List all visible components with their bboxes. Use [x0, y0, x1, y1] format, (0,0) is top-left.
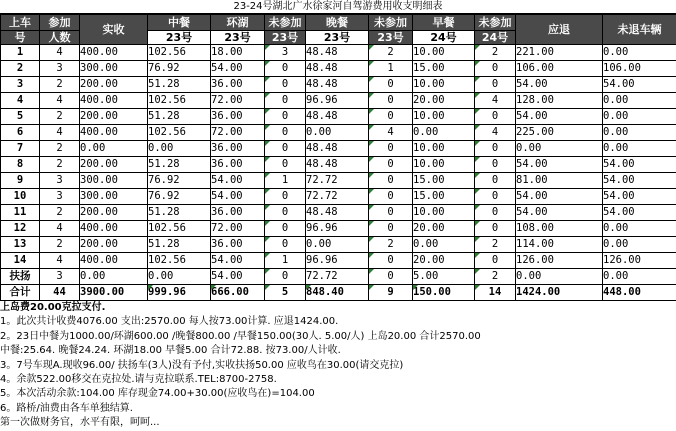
cell-car-no: 6	[1, 125, 40, 141]
sheet-title: 23-24号湖北广水徐家河自驾游费用收支明细表	[0, 0, 676, 14]
cell-paid: 200.00	[80, 237, 148, 253]
cell-absent-1: 0	[265, 77, 306, 93]
table-row	[1, 237, 676, 253]
cell-car-no: 合计	[1, 285, 40, 301]
cell-breakfast: 10.00	[413, 45, 475, 61]
cell-absent-1: 0	[265, 189, 306, 205]
cell-paid: 0.00	[80, 141, 148, 157]
cell-unrefunded: 106.00	[603, 61, 676, 77]
cell-lunch: 102.56	[148, 221, 211, 237]
cell-refund: 54.00	[516, 205, 603, 221]
cell-paid: 200.00	[80, 109, 148, 125]
header-absent-3-date: 24号	[475, 31, 516, 45]
cell-dinner: 72.72	[306, 189, 369, 205]
header-people: 参加	[40, 15, 80, 31]
cell-people: 2	[40, 205, 80, 221]
cell-refund: 128.00	[516, 93, 603, 109]
cell-absent-3: 0	[475, 189, 516, 205]
cell-absent-3: 0	[475, 205, 516, 221]
cell-absent-2: 0	[369, 173, 413, 189]
cell-absent-1: 3	[265, 45, 306, 61]
cell-refund: 0.00	[516, 269, 603, 285]
cell-lake: 54.00	[211, 269, 265, 285]
cell-absent-1: 1	[265, 253, 306, 269]
cell-dinner: 96.96	[306, 253, 369, 269]
cell-people: 3	[40, 61, 80, 77]
cell-unrefunded: 54.00	[603, 77, 676, 93]
cell-paid: 300.00	[80, 189, 148, 205]
cell-refund: 54.00	[516, 109, 603, 125]
cell-absent-1: 0	[265, 221, 306, 237]
cell-refund: 114.00	[516, 237, 603, 253]
cell-car-no: 4	[1, 93, 40, 109]
cell-lake: 72.00	[211, 125, 265, 141]
cell-car-no: 3	[1, 77, 40, 93]
cell-people: 4	[40, 93, 80, 109]
cell-car-no: 1	[1, 45, 40, 61]
cell-dinner: 72.72	[306, 269, 369, 285]
cell-lunch: 102.56	[148, 253, 211, 269]
cell-refund: 126.00	[516, 253, 603, 269]
cell-paid: 400.00	[80, 45, 148, 61]
header-absent-2-date: 23号	[369, 31, 413, 45]
cell-absent-3: 0	[475, 173, 516, 189]
cell-people: 2	[40, 237, 80, 253]
cell-absent-1: 0	[265, 93, 306, 109]
header-car-no: 上车	[1, 15, 40, 31]
note-line: 2。23日中餐为1000.00/环湖600.00 /晚餐800.00 /早餐150.00(30人. 5.00/人) 上岛20.00 合计2570.00	[0, 330, 676, 344]
cell-unrefunded: 54.00	[603, 189, 676, 205]
header-lunch-date: 23号	[148, 31, 211, 45]
cell-people: 4	[40, 125, 80, 141]
header-lake-date: 23号	[211, 31, 265, 45]
cell-lunch: 0.00	[148, 269, 211, 285]
cell-absent-3: 0	[475, 77, 516, 93]
cell-dinner: 48.48	[306, 205, 369, 221]
header-refund: 应退	[516, 15, 603, 45]
cell-breakfast: 15.00	[413, 189, 475, 205]
cell-lunch: 999.96	[148, 285, 211, 301]
cell-absent-3: 0	[475, 253, 516, 269]
cell-refund: 54.00	[516, 77, 603, 93]
cell-car-no: 7	[1, 141, 40, 157]
cell-breakfast: 0.00	[413, 125, 475, 141]
cell-absent-3: 4	[475, 125, 516, 141]
cell-absent-1: 1	[265, 173, 306, 189]
cell-breakfast: 20.00	[413, 253, 475, 269]
cell-breakfast: 10.00	[413, 141, 475, 157]
header-paid: 实收	[80, 15, 148, 45]
cell-absent-2: 0	[369, 141, 413, 157]
cell-paid: 300.00	[80, 61, 148, 77]
table-row	[1, 61, 676, 77]
cell-lunch: 102.56	[148, 93, 211, 109]
cell-absent-1: 0	[265, 61, 306, 77]
cell-breakfast: 10.00	[413, 157, 475, 173]
cell-absent-3: 0	[475, 109, 516, 125]
table-row	[1, 157, 676, 173]
cell-paid: 400.00	[80, 253, 148, 269]
cell-paid: 400.00	[80, 221, 148, 237]
cell-paid: 200.00	[80, 157, 148, 173]
cell-unrefunded: 448.00	[603, 285, 676, 301]
cell-people: 44	[40, 285, 80, 301]
cell-lake: 72.00	[211, 93, 265, 109]
cell-absent-3: 0	[475, 157, 516, 173]
table-row	[1, 269, 676, 285]
cell-absent-1: 0	[265, 109, 306, 125]
cell-unrefunded: 0.00	[603, 141, 676, 157]
cell-breakfast: 0.00	[413, 237, 475, 253]
note-line: 1。此次共计收费4076.00 支出:2570.00 每人按73.00计算. 应退1424.00.	[0, 315, 676, 329]
cell-car-no: 13	[1, 237, 40, 253]
cell-dinner: 72.72	[306, 173, 369, 189]
cell-unrefunded: 54.00	[603, 205, 676, 221]
cell-absent-3: 0	[475, 221, 516, 237]
header-breakfast: 早餐	[413, 15, 475, 31]
cell-refund: 81.00	[516, 173, 603, 189]
cell-lake: 666.00	[211, 285, 265, 301]
cell-breakfast: 10.00	[413, 77, 475, 93]
cell-lunch: 51.28	[148, 157, 211, 173]
cell-lunch: 76.92	[148, 173, 211, 189]
cell-absent-1: 0	[265, 269, 306, 285]
total-row	[1, 285, 676, 301]
cell-dinner: 848.40	[306, 285, 369, 301]
cell-paid: 200.00	[80, 205, 148, 221]
cell-lunch: 76.92	[148, 189, 211, 205]
cell-paid: 0.00	[80, 269, 148, 285]
cell-dinner: 48.48	[306, 141, 369, 157]
cell-refund: 54.00	[516, 157, 603, 173]
cell-unrefunded: 126.00	[603, 253, 676, 269]
cell-lake: 18.00	[211, 45, 265, 61]
cell-car-no: 2	[1, 61, 40, 77]
cell-lake: 72.00	[211, 221, 265, 237]
cell-absent-3: 2	[475, 45, 516, 61]
cell-people: 4	[40, 45, 80, 61]
cell-unrefunded: 0.00	[603, 237, 676, 253]
cell-absent-2: 0	[369, 189, 413, 205]
table-row	[1, 93, 676, 109]
cell-lunch: 102.56	[148, 125, 211, 141]
cell-breakfast: 10.00	[413, 205, 475, 221]
cell-unrefunded: 54.00	[603, 173, 676, 189]
cell-refund: 108.00	[516, 221, 603, 237]
cell-car-no: 10	[1, 189, 40, 205]
cell-unrefunded: 0.00	[603, 109, 676, 125]
cell-refund: 54.00	[516, 189, 603, 205]
cell-lake: 54.00	[211, 253, 265, 269]
cell-unrefunded: 0.00	[603, 45, 676, 61]
header-breakfast-date: 24号	[413, 31, 475, 45]
cell-lake: 36.00	[211, 141, 265, 157]
cell-absent-2: 2	[369, 237, 413, 253]
notes-section	[0, 301, 676, 431]
cell-lake: 54.00	[211, 173, 265, 189]
cell-dinner: 0.00	[306, 237, 369, 253]
cell-absent-2: 0	[369, 205, 413, 221]
note-line: 4。余款522.00移交在克拉处.请与克拉联系.TEL:8700-2758.	[0, 373, 676, 387]
cell-dinner: 48.48	[306, 77, 369, 93]
cell-lunch: 51.28	[148, 77, 211, 93]
cell-refund: 1424.00	[516, 285, 603, 301]
table-row	[1, 141, 676, 157]
cell-breakfast: 10.00	[413, 109, 475, 125]
cell-lake: 36.00	[211, 109, 265, 125]
cell-absent-2: 2	[369, 45, 413, 61]
cell-paid: 400.00	[80, 93, 148, 109]
note-line: 5。本次活动余款:104.00 库存现金74.00+30.00(应收鸟在)=104.00	[0, 387, 676, 401]
cell-absent-3: 2	[475, 269, 516, 285]
header-lunch: 中餐	[148, 15, 211, 31]
cell-unrefunded: 0.00	[603, 221, 676, 237]
cell-paid: 3900.00	[80, 285, 148, 301]
table-row	[1, 205, 676, 221]
cell-unrefunded: 54.00	[603, 157, 676, 173]
table-row	[1, 189, 676, 205]
cell-absent-1: 0	[265, 125, 306, 141]
cell-absent-2: 0	[369, 157, 413, 173]
cell-refund: 0.00	[516, 141, 603, 157]
cell-absent-2: 4	[369, 125, 413, 141]
header-row-1	[1, 15, 676, 31]
cell-paid: 400.00	[80, 125, 148, 141]
cell-car-no: 扶扬	[1, 269, 40, 285]
cell-breakfast: 5.00	[413, 269, 475, 285]
header-absent-1-date: 23号	[265, 31, 306, 45]
cell-lake: 36.00	[211, 77, 265, 93]
cell-lake: 36.00	[211, 237, 265, 253]
note-line: 第一次做财务官，水平有限，呵呵...	[0, 416, 676, 430]
cell-lunch: 51.28	[148, 237, 211, 253]
cell-absent-2: 0	[369, 109, 413, 125]
table-row	[1, 77, 676, 93]
table-row	[1, 109, 676, 125]
cell-breakfast: 15.00	[413, 173, 475, 189]
cell-absent-2: 0	[369, 93, 413, 109]
cell-absent-3: 4	[475, 93, 516, 109]
cell-people: 3	[40, 189, 80, 205]
header-absent-2: 未参加	[369, 15, 413, 31]
cell-car-no: 9	[1, 173, 40, 189]
cell-people: 2	[40, 141, 80, 157]
cell-absent-1: 0	[265, 237, 306, 253]
cell-car-no: 5	[1, 109, 40, 125]
header-dinner: 晚餐	[306, 15, 369, 31]
cell-lunch: 76.92	[148, 61, 211, 77]
cell-lunch: 51.28	[148, 205, 211, 221]
cell-dinner: 0.00	[306, 125, 369, 141]
cell-car-no: 8	[1, 157, 40, 173]
header-unrefunded: 未退车辆	[603, 15, 676, 45]
cell-car-no: 11	[1, 205, 40, 221]
cell-unrefunded: 0.00	[603, 93, 676, 109]
cell-people: 3	[40, 173, 80, 189]
cell-paid: 200.00	[80, 77, 148, 93]
header-car-no-sub: 号	[1, 31, 40, 45]
cell-unrefunded: 0.00	[603, 269, 676, 285]
cell-absent-3: 2	[475, 237, 516, 253]
cell-dinner: 96.96	[306, 93, 369, 109]
cell-absent-2: 0	[369, 253, 413, 269]
cell-lake: 54.00	[211, 61, 265, 77]
cell-dinner: 48.48	[306, 109, 369, 125]
cell-people: 2	[40, 77, 80, 93]
cell-people: 4	[40, 221, 80, 237]
cell-lunch: 51.28	[148, 109, 211, 125]
cell-dinner: 96.96	[306, 221, 369, 237]
cell-people: 4	[40, 253, 80, 269]
cell-refund: 221.00	[516, 45, 603, 61]
cell-lake: 54.00	[211, 189, 265, 205]
header-people-sub: 人数	[40, 31, 80, 45]
header-absent-3: 未参加	[475, 15, 516, 31]
cell-car-no: 14	[1, 253, 40, 269]
note-line: 中餐:25.64. 晚餐24.24. 环湖18.00 早餐5.00 合计72.88. 按73.00/人计收.	[0, 344, 676, 358]
cell-absent-2: 9	[369, 285, 413, 301]
cell-paid: 300.00	[80, 173, 148, 189]
expense-table	[0, 14, 676, 301]
cell-people: 2	[40, 157, 80, 173]
cell-absent-1: 0	[265, 141, 306, 157]
cell-breakfast: 20.00	[413, 93, 475, 109]
cell-breakfast: 15.00	[413, 61, 475, 77]
table-row	[1, 253, 676, 269]
cell-refund: 225.00	[516, 125, 603, 141]
table-row	[1, 45, 676, 61]
cell-absent-3: 0	[475, 61, 516, 77]
table-row	[1, 125, 676, 141]
cell-refund: 106.00	[516, 61, 603, 77]
cell-absent-1: 5	[265, 285, 306, 301]
cell-people: 2	[40, 109, 80, 125]
cell-dinner: 48.48	[306, 45, 369, 61]
header-absent-1: 未参加	[265, 15, 306, 31]
note-line: 6。路桥/油费由各车单独结算.	[0, 402, 676, 416]
cell-absent-2: 0	[369, 77, 413, 93]
header-dinner-date: 23号	[306, 31, 369, 45]
cell-breakfast: 150.00	[413, 285, 475, 301]
cell-absent-3: 14	[475, 285, 516, 301]
cell-lake: 36.00	[211, 157, 265, 173]
cell-absent-1: 0	[265, 157, 306, 173]
note-line: 3。7号车现A.现收96.00/ 扶扬车(3人)没有予付,实收扶扬50.00 应收鸟在30.00(请交克拉)	[0, 359, 676, 373]
cell-people: 3	[40, 269, 80, 285]
cell-dinner: 48.48	[306, 157, 369, 173]
cell-absent-3: 0	[475, 141, 516, 157]
cell-dinner: 48.48	[306, 61, 369, 77]
table-row	[1, 173, 676, 189]
table-row	[1, 221, 676, 237]
cell-absent-2: 0	[369, 269, 413, 285]
cell-absent-2: 1	[369, 61, 413, 77]
cell-car-no: 12	[1, 221, 40, 237]
cell-lunch: 102.56	[148, 45, 211, 61]
cell-lunch: 0.00	[148, 141, 211, 157]
note-island-fee: 上岛费20.00克拉支付.	[0, 301, 676, 315]
cell-breakfast: 20.00	[413, 221, 475, 237]
cell-absent-2: 0	[369, 221, 413, 237]
header-lake: 环湖	[211, 15, 265, 31]
cell-lake: 36.00	[211, 205, 265, 221]
cell-unrefunded: 0.00	[603, 125, 676, 141]
cell-absent-1: 0	[265, 205, 306, 221]
